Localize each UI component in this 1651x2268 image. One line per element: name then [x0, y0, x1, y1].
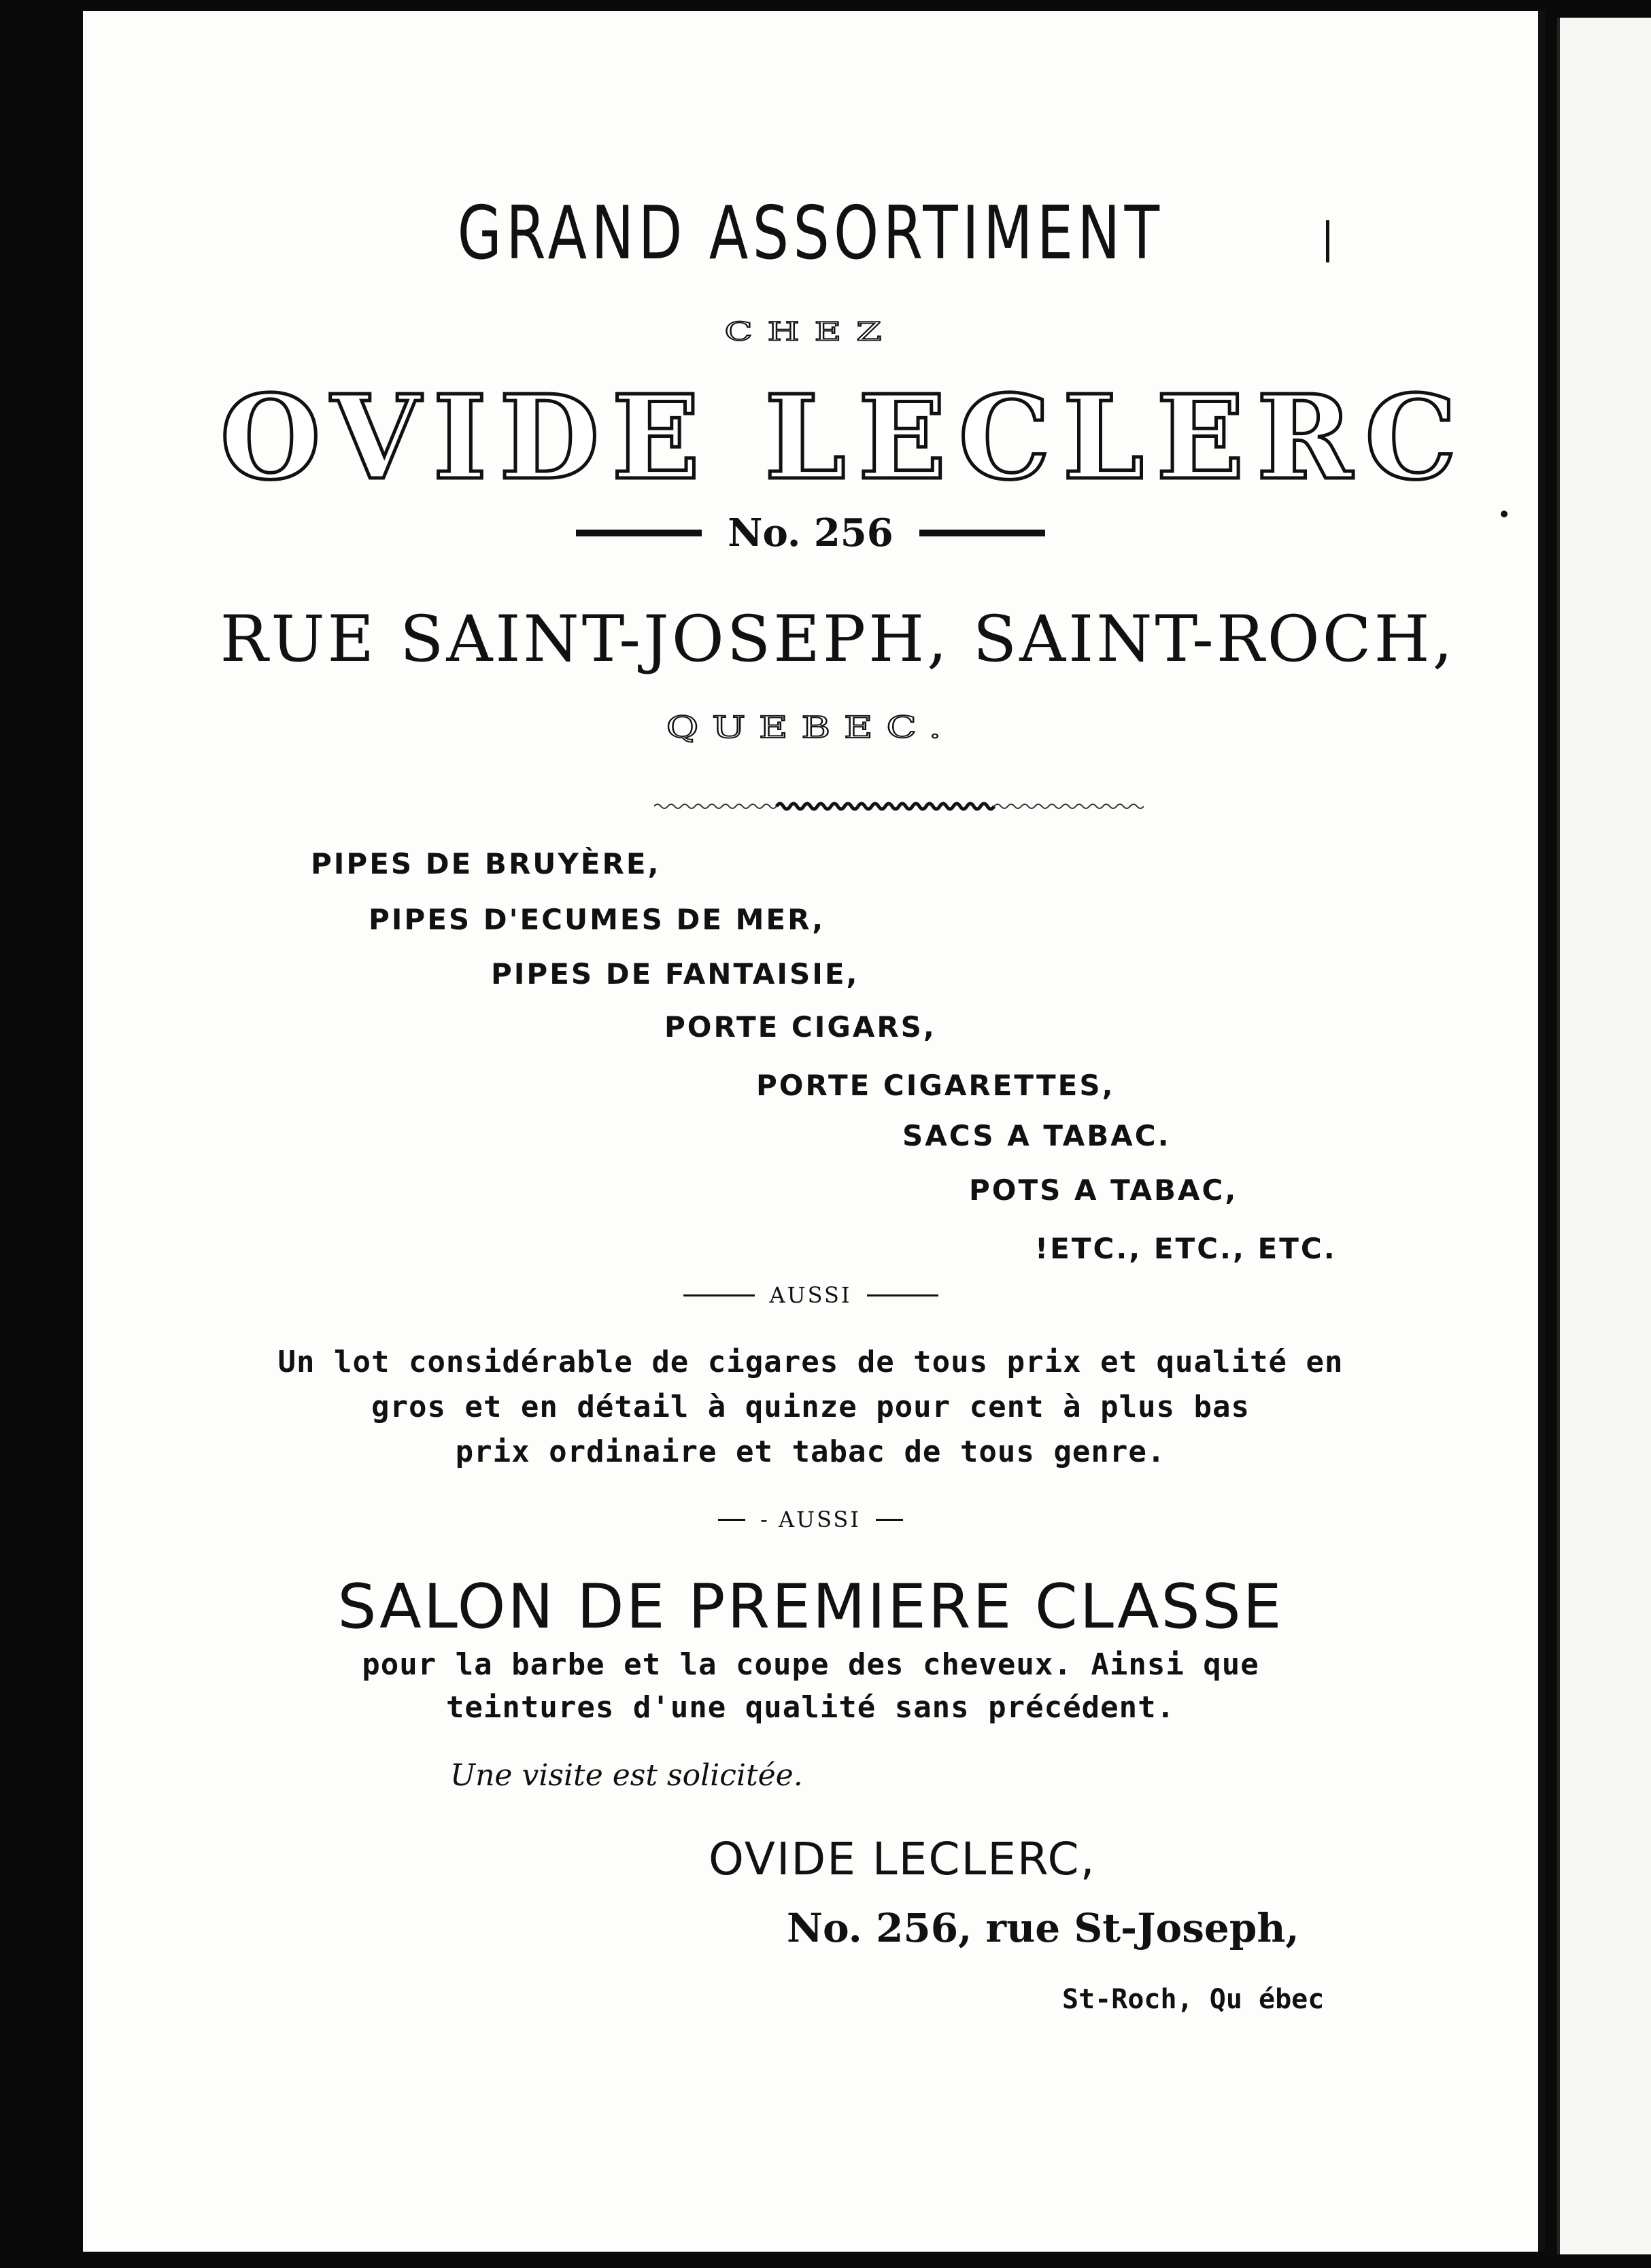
aussi-label: - AUSSI: [760, 1507, 861, 1532]
aussi-label: AUSSI: [769, 1282, 852, 1308]
adjacent-page-edge: [1557, 18, 1651, 2254]
product-item: SACS A TABAC.: [902, 1119, 1171, 1152]
cigar-paragraph-line: gros et en détail à quinze pour cent à plus bas: [371, 1390, 1250, 1424]
left-rule: [576, 530, 702, 536]
number-row: [83, 511, 1538, 555]
advertisement-page: [83, 11, 1545, 2252]
aussi-divider: [83, 1507, 1538, 1532]
aussi-divider: [83, 1282, 1538, 1308]
visit-invitation: Une visite est solicitée.: [450, 1758, 803, 1793]
street-line: RUE SAINT-JOSEPH, SAINT-ROCH,: [220, 602, 1456, 676]
cigar-paragraph-line: Un lot considérable de cigares de tous prix et qualité en: [277, 1345, 1344, 1379]
signature-city: St-Roch, Qu ébec: [1062, 1984, 1325, 2015]
product-item: PORTE CIGARETTES,: [756, 1069, 1115, 1102]
salon-title: SALON DE PREMIERE CLASSE: [337, 1571, 1284, 1643]
signature-address: No. 256, rue St-Joseph,: [787, 1905, 1299, 1951]
adjacent-page-border: [1557, 18, 1560, 2254]
chez-label: CHEZ: [724, 316, 897, 347]
cigar-paragraph-line: prix ordinaire et tabac de tous genre.: [455, 1434, 1166, 1469]
product-item: POTS A TABAC,: [969, 1173, 1238, 1207]
product-item: PORTE CIGARS,: [664, 1010, 936, 1044]
signature-name: OVIDE LECLERC,: [709, 1833, 1096, 1885]
product-item: PIPES D'ECUMES DE MER,: [369, 903, 826, 936]
right-rule: [919, 530, 1045, 536]
heading: GRAND ASSORTIMENT: [457, 191, 1164, 276]
city-line: QUEBEC.: [666, 710, 955, 745]
salon-paragraph-line: pour la barbe et la coupe des cheveux. Ainsi que: [362, 1647, 1259, 1682]
street-number: No. 256: [728, 511, 893, 555]
product-item: PIPES DE FANTAISIE,: [491, 957, 859, 991]
product-item: !ETC., ETC., ETC.: [1035, 1232, 1337, 1265]
merchant-name: OVIDE LECLERC: [220, 370, 1469, 506]
product-item: PIPES DE BRUYÈRE,: [311, 847, 661, 880]
decorative-squiggle-divider: [654, 800, 1144, 813]
salon-paragraph-line: teintures d'une qualité sans précédent.: [445, 1690, 1176, 1725]
divider-rule: [718, 1519, 745, 1521]
divider-rule: [683, 1294, 755, 1296]
divider-rule: [876, 1519, 903, 1521]
divider-rule: [867, 1294, 938, 1296]
